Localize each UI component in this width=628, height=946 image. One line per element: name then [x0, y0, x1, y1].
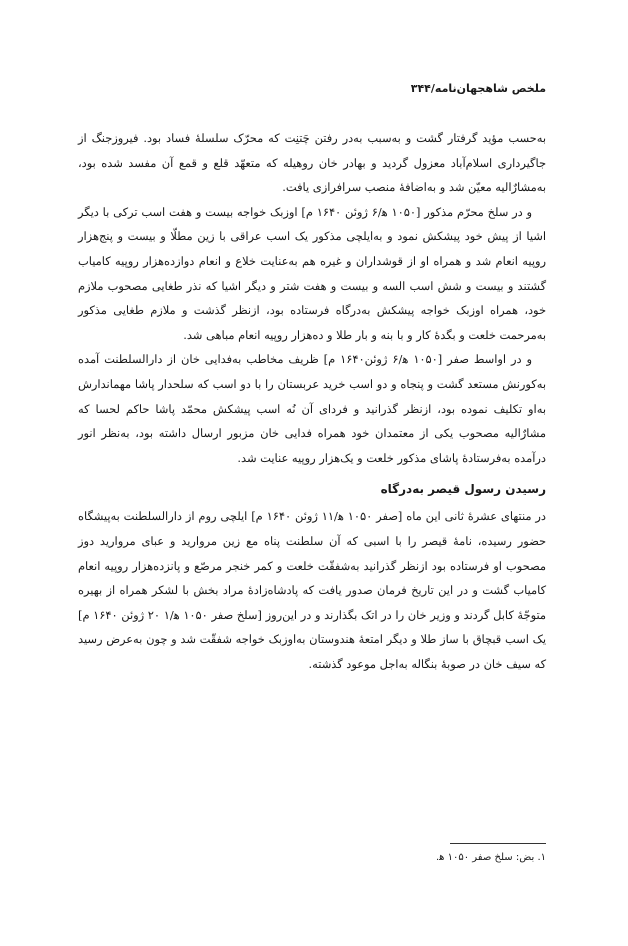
page-body [78, 126, 546, 676]
section-heading: رسیدن رسول قیصر به‌درگاه [380, 482, 546, 497]
paragraph: و در سلخ محرّم مذکور [۱۰۵۰ ه‍/۶ ژوئن ۱۶۴۰ م] اوزبک خواجه بیست و هفت اسب ترکی با دیگر اشیا از پیش خود پیشکش نمود و به‌ایلچی مذکور یک اسب عراقی با زین مطلّا و بیست و پنج‌هزار روپیه انعام شد و همراه او از قوشداران و غیره هم به‌عنایت خلاع و انعام دوازده‌هزار روپیه کامیاب گشتند و بیست و شش اسب السه و بیست و هفت شتر و دیگر اشیا که نذر طغایی مصحوب ملازم خود، همراه اوزبک خواجه پیشکش به‌درگاه فرستاده بود، ازنظر گذشت و ملازم طغایی مذکور به‌مرحمت خلعت و بگدهٔ کار و با بنه و بار طلا و ده‌هزار روپیه انعام مباهی شد. [78, 204, 546, 342]
footnote-divider [450, 843, 546, 844]
paragraph: در منتهای عشرهٔ ثانی این ماه [صفر ۱۰۵۰ ه‍/۱۱ ژوئن ۱۶۴۰ م] ایلچی روم از دارالسلطنت به‌پیشگاه حضور رسیده، نامهٔ قیصر را با اسبی که آن سلطنت پناه مع زین مروارید و عبای مروارید دوز مصحوب او فرستاده بود ازنظر گذرانید به‌شفقّت خلعت و کمر خنجر مرصّع و پانزده‌هزار روپیه انعام کامیاب گشت و در این تاریخ فرمان صدور یافت که پادشاه‌زادهٔ مراد بخش با لشکر همراه از بهیره متوجّهٔ کابل گردند و وزیر خان را در اتک بگذارند و در این‌روز [سلخ صفر ۱۰۵۰ ه‍/۱ ۲۰ ژوئن ۱۶۴۰ م] یک اسب قبچاق با ساز طلا و دیگر امتعهٔ هندوستان به‌اوزبک خواجه شفقّت شد و چون به‌عرض رسید که سیف خان در صوبهٔ بنگاله به‌اجل موعود گذشته. [78, 509, 546, 671]
footnote: ۱. بض: سلخ صفر ۱۰۵۰ ه‍. [435, 852, 546, 863]
paragraph: و در اواسط صفر [۱۰۵۰ ه‍/۶ ژوئن۱۶۴۰ م] ظریف مخاطب به‌فدایی خان از دارالسلطنت آمده به‌کورنش مستعد گشت و پنجاه و دو اسب خرید عربستان را با دو اسب که سلحدار پاشا مهماندارش به‌او تکلیف نموده بود، ازنظر گذرانید و فردای آن نُه اسب پیشکش محمّد پاشا حاکم لحسا که مشارٌالیه مصحوب یکی از معتمدان خود همراه فدایی خان مزبور ارسال داشته بود، به‌نظر انور درآمده به‌فرستادهٔ پاشای مذکور خلعت و یک‌هزار روپیه عنایت شد. [78, 352, 546, 465]
running-header: ملخص شاهجهان‌نامه/۳۴۴ [410, 82, 546, 95]
paragraph: به‌حسب مؤید گرفتار گشت و به‌سبب به‌در رفتن چَتنِت که محرّک سلسلهٔ فساد بود. فیروزجنگ از جاگیرداری اسلام‌آباد معزول گردید و بهادر خان روهیله که متعهّد قلع و قمع آن مفسد شده بود، به‌مشارٌالیه معیّن شد و به‌اضافهٔ منصب سرافرازی یافت. [78, 131, 546, 195]
